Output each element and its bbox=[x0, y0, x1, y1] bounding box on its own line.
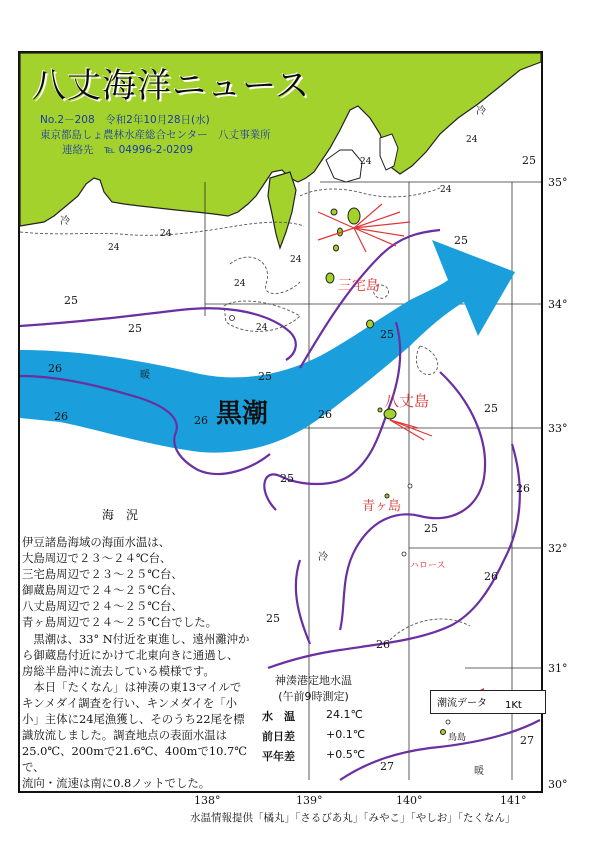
torishima-island bbox=[441, 730, 446, 735]
report-line: 流向・流速は南に0.8ノットでした。 bbox=[22, 776, 211, 791]
svg-text:25: 25 bbox=[280, 472, 294, 485]
svg-text:25: 25 bbox=[258, 370, 272, 383]
torishima-label: 鳥島 bbox=[448, 733, 467, 743]
publisher-line: 東京都島しょ農林水産総合センター 八丈事業所 bbox=[40, 129, 271, 141]
cold-label-3: 冷 bbox=[318, 552, 328, 563]
svg-text:24: 24 bbox=[466, 135, 478, 145]
legend-speed: 1Kt bbox=[505, 700, 522, 711]
hachijo-label: 八丈島 bbox=[384, 392, 430, 410]
report-line: 青ヶ島周辺で２４～２５℃台でした。 bbox=[22, 615, 217, 630]
svg-text:24: 24 bbox=[360, 157, 372, 167]
svg-text:26: 26 bbox=[516, 482, 530, 495]
warm-label-2: 暖 bbox=[474, 766, 484, 777]
report-line: 伊豆諸島海域の海面水温は、 bbox=[22, 535, 171, 549]
svg-text:26: 26 bbox=[484, 570, 498, 583]
water-temp-label: 前日差 bbox=[262, 730, 295, 743]
svg-text:26: 26 bbox=[48, 362, 62, 375]
report-title: 海 況 bbox=[102, 508, 139, 522]
svg-text:25: 25 bbox=[380, 328, 394, 341]
svg-text:26: 26 bbox=[376, 638, 390, 651]
svg-text:26: 26 bbox=[54, 410, 68, 423]
svg-text:141°: 141° bbox=[500, 794, 527, 807]
svg-text:25: 25 bbox=[522, 154, 536, 167]
report-line: 大島周辺で２３～２４℃台、 bbox=[22, 551, 172, 566]
svg-text:25: 25 bbox=[64, 294, 78, 307]
kuroshio-label: 黒潮 bbox=[216, 399, 269, 429]
svg-text:25: 25 bbox=[424, 522, 438, 535]
current-legend bbox=[430, 690, 546, 714]
svg-text:24: 24 bbox=[256, 323, 268, 333]
aoga-island bbox=[385, 494, 389, 498]
water-temp-row bbox=[262, 748, 365, 764]
hachijo-kojima bbox=[378, 408, 382, 412]
halos-label: ハロース bbox=[410, 561, 446, 571]
svg-text:35°: 35° bbox=[548, 176, 568, 189]
svg-text:139°: 139° bbox=[296, 794, 323, 807]
svg-text:25: 25 bbox=[484, 402, 498, 415]
hachijo-island bbox=[384, 409, 396, 419]
report-line: 三宅島周辺で２３～２５℃台、 bbox=[22, 567, 183, 582]
svg-text:30°: 30° bbox=[548, 778, 568, 791]
svg-text:26: 26 bbox=[194, 414, 208, 427]
svg-text:138°: 138° bbox=[194, 794, 221, 807]
water-temp-row bbox=[262, 728, 365, 744]
water-temp-subheader: (午前9時測定) bbox=[278, 690, 349, 703]
cold-label-2: 冷 bbox=[476, 106, 486, 117]
data-credits: 水温情報提供「橘丸」「さるびあ丸」「みやこ」「やしお」「たくなん」 bbox=[190, 812, 516, 824]
page-title: 八丈海洋ニュース bbox=[32, 66, 311, 106]
contact-line: 連絡先 ℡ 04996-2-0209 bbox=[62, 144, 193, 156]
water-temp-value: +0.5℃ bbox=[326, 748, 366, 761]
svg-text:31°: 31° bbox=[548, 662, 568, 675]
water-temperature-panel bbox=[262, 672, 365, 764]
report-line: 黒潮は、33° N付近を東進し、遠州灘沖か bbox=[22, 631, 250, 646]
svg-text:24: 24 bbox=[108, 243, 120, 253]
report-line: 八丈島周辺で２４～２５℃台、 bbox=[22, 599, 183, 614]
water-temp-row bbox=[262, 708, 365, 724]
svg-text:26: 26 bbox=[318, 408, 332, 421]
svg-text:25: 25 bbox=[454, 234, 468, 247]
svg-text:25: 25 bbox=[128, 322, 142, 335]
longitude-labels bbox=[194, 794, 527, 807]
water-temp-value: +0.1℃ bbox=[326, 728, 366, 741]
report-line: 御蔵島周辺で２４～２５℃台、 bbox=[22, 583, 183, 598]
svg-text:32°: 32° bbox=[548, 542, 568, 555]
water-temp-value: 24.1℃ bbox=[326, 708, 363, 721]
report-line: 25.0℃、200mで21.6℃、400mで10.7℃で、 bbox=[22, 744, 247, 775]
latitude-labels bbox=[548, 176, 568, 791]
mikura-island bbox=[367, 320, 374, 328]
svg-text:24: 24 bbox=[440, 185, 452, 195]
svg-text:24: 24 bbox=[160, 229, 172, 239]
miyake-label: 三宅島 bbox=[338, 278, 380, 294]
kozu-island bbox=[334, 245, 339, 251]
miyake-island bbox=[326, 273, 334, 283]
svg-text:27: 27 bbox=[380, 760, 394, 773]
cold-label-1: 冷 bbox=[60, 216, 70, 227]
report-line: 房総半島沖に流去している模様です。 bbox=[22, 663, 215, 678]
warm-label-1: 暖 bbox=[140, 370, 150, 381]
svg-text:25: 25 bbox=[266, 612, 280, 625]
water-temp-label: 平年差 bbox=[262, 750, 295, 763]
report-line: ら御蔵島付近にかけて北東向きに通過し、 bbox=[22, 647, 239, 662]
svg-text:33°: 33° bbox=[548, 422, 568, 435]
aogashima-label: 青ヶ島 bbox=[362, 499, 402, 514]
report-line: 小」主体に24尾漁獲し、そのうち22尾を標 bbox=[22, 712, 245, 727]
report-line: 識放流しました。調査地点の表面水温は bbox=[22, 728, 228, 743]
svg-text:24: 24 bbox=[234, 279, 246, 289]
svg-text:24: 24 bbox=[290, 255, 302, 265]
toshima-island bbox=[331, 209, 337, 215]
legend-label: 潮流データ bbox=[437, 698, 487, 709]
report-line: キンメダイ調査を行い、キンメダイを「小 bbox=[22, 695, 238, 710]
water-temp-label: 水 温 bbox=[262, 710, 295, 723]
svg-text:34°: 34° bbox=[548, 298, 568, 311]
issue-line: No.2－208 令和2年10月28日(水) bbox=[40, 114, 210, 126]
svg-text:27: 27 bbox=[520, 734, 534, 747]
svg-text:140°: 140° bbox=[396, 794, 423, 807]
oshima-island bbox=[348, 208, 360, 224]
report-line: 本日「たくなん」は神湊の東13マイルで bbox=[22, 679, 242, 694]
water-temp-header: 神湊港定地水温 bbox=[275, 674, 353, 687]
report-body bbox=[22, 534, 267, 792]
